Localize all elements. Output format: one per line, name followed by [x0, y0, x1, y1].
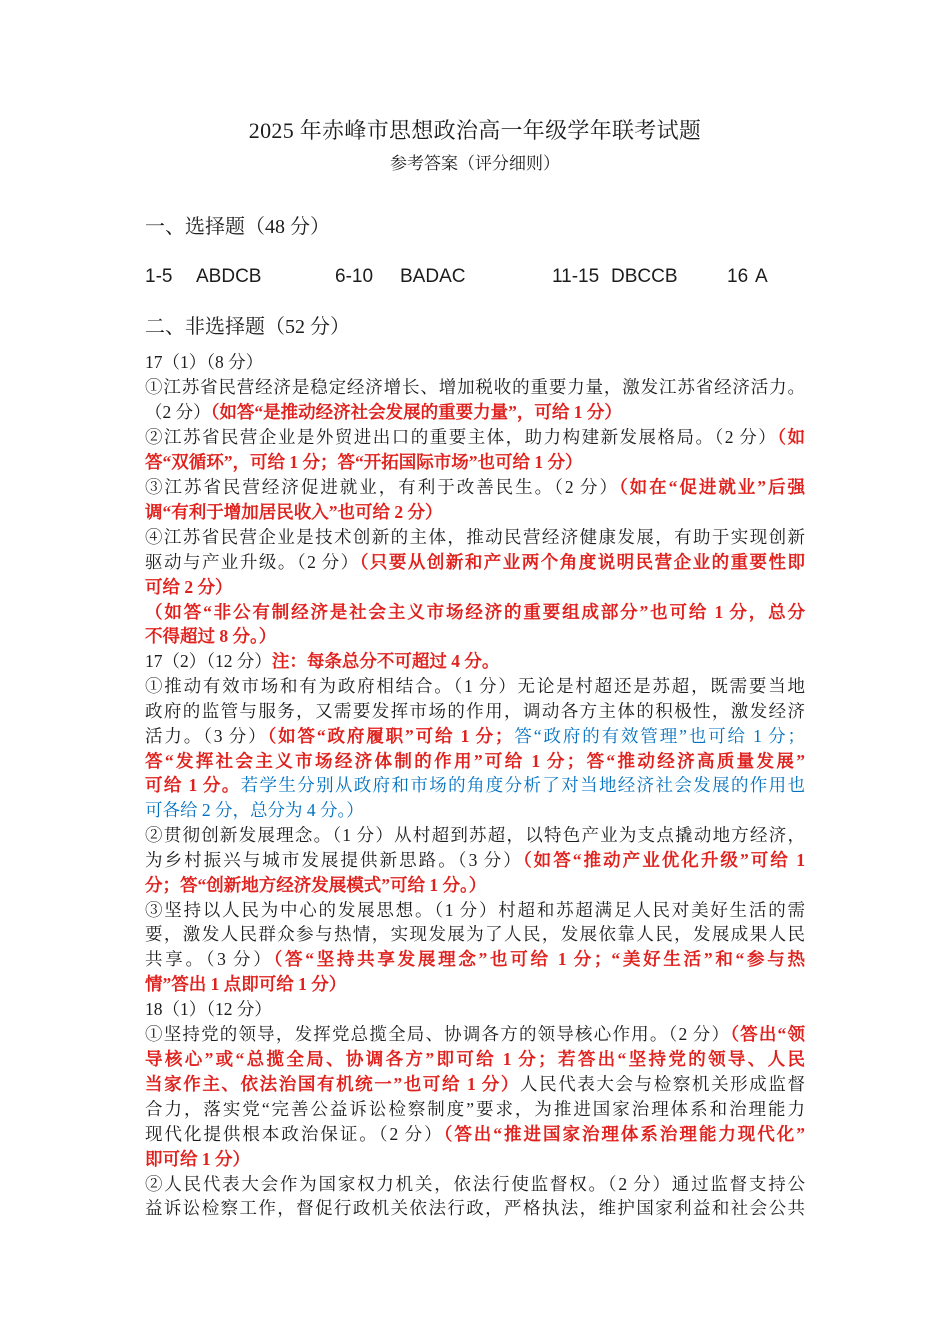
scoring-note: 不得超过 8 分。）: [145, 626, 277, 646]
answer-text: ③坚持以人民为中心的发展思想。（1 分）村超和苏超满足人民对美好生活的需: [145, 900, 805, 920]
scoring-note: 分；答“创新地方经济发展模式”可给 1 分。）: [145, 875, 487, 895]
answer-line: [145, 972, 805, 997]
answer-text: 17（1）（8 分）: [145, 352, 264, 372]
answer-line: [145, 400, 805, 425]
answer-line: [145, 873, 805, 898]
answer-line: [145, 624, 805, 649]
answer-text: 政府的监管与服务，又需要发挥市场的作用，调动各方主体的积极性，激发经济: [145, 701, 805, 721]
scoring-note-alt: 可各给 2 分，总分为 4 分。）: [145, 800, 364, 820]
answer-key: A: [755, 266, 768, 287]
question-label: [145, 997, 805, 1022]
scoring-note: 导核心”或“总揽全局、协调各方”即可给 1 分；若答出“坚持党的领导、人民: [145, 1049, 805, 1069]
section-heading-open: 二、非选择题（52 分）: [145, 316, 350, 338]
answer-text: 活力。（3 分）: [145, 726, 268, 746]
section-heading-choice: 一、选择题（48 分）: [145, 216, 330, 238]
answer-line: [145, 1172, 805, 1197]
scoring-note-alt: 若学生分别从政府和市场的角度分析了对当地经济社会发展的作用也: [240, 775, 806, 795]
answer-text: ①推动有效市场和有为政府相结合。（1 分）无论是村超还是苏超，既需要当地: [145, 676, 805, 696]
answer-line: [145, 823, 805, 848]
answer-line: [145, 848, 805, 873]
answer-text: 人民代表大会与检察机关形成监督: [520, 1074, 805, 1094]
answer-line: [145, 798, 805, 823]
answer-text: 为乡村振兴与城市发展提供新思路。（3 分）: [145, 850, 523, 870]
answer-line: [145, 773, 805, 798]
answer-text: ①坚持党的领导，发挥党总揽全局、协调各方的领导核心作用。（2 分）: [145, 1024, 731, 1044]
answer-text: ③江苏省民营经济促进就业，有利于改善民生。（2 分）: [145, 477, 619, 497]
scoring-note: （如答“推动产业优化升级”可给 1: [522, 850, 806, 870]
answer-key: DBCCB: [611, 266, 678, 287]
scoring-note: 当家作主、依法治国有机统一”也可给 1 分）: [145, 1074, 520, 1094]
answer-line: [145, 525, 805, 550]
answer-text: 要，激发人民群众参与热情，实现发展为了人民，发展依靠人民，发展成果人民: [145, 924, 805, 944]
answer-range: 6-10: [335, 266, 374, 287]
scoring-note: 答“发挥社会主义市场经济体制的作用”可给 1 分；答“推动经济高质量发展”: [145, 751, 805, 771]
answer-range: 16: [727, 266, 749, 287]
answer-text: ④江苏省民营企业是技术创新的主体，推动民营经济健康发展，有助于实现创新: [145, 527, 805, 547]
scoring-note: 可给 2 分）: [145, 577, 233, 597]
scoring-note: （如答“政府履职”可给 1 分；: [267, 726, 513, 746]
answer-line: [145, 1072, 805, 1097]
answer-line: [145, 898, 805, 923]
scoring-note: 情”答出 1 点即可给 1 分）: [145, 974, 347, 994]
answer-line: [145, 1097, 805, 1122]
answer-line: [145, 500, 805, 525]
answer-line: [145, 1022, 805, 1047]
question-label: [145, 649, 805, 674]
answer-line: [145, 475, 805, 500]
answer-line: [145, 947, 805, 972]
answer-key: ABDCB: [196, 266, 262, 287]
scoring-note: （答出“领: [730, 1024, 806, 1044]
answer-line: [145, 1047, 805, 1072]
choice-answers-row: [0, 264, 950, 290]
answer-text: （2 分）: [145, 402, 211, 422]
answer-text: 驱动与产业升级。（2 分）: [145, 552, 360, 572]
answer-text: ②人民代表大会作为国家权力机关，依法行使监督权。（2 分）通过监督支持公: [145, 1174, 805, 1194]
answer-text: 合力，落实党“完善公益诉讼检察制度”要求，为推进国家治理体系和治理能力: [145, 1099, 805, 1119]
answer-text: 益诉讼检察工作，督促行政机关依法行政，严格执法，维护国家利益和社会公共: [145, 1198, 805, 1218]
scoring-note: 答“双循环”，可给 1 分；答“开拓国际市场”也可给 1 分）: [145, 452, 583, 472]
scoring-note: 调“有利于增加居民收入”也可给 2 分）: [145, 502, 443, 522]
answer-line: [145, 1122, 805, 1147]
scoring-note-alt: 答“政府的有效管理”也可给 1 分；: [512, 726, 805, 746]
scoring-note: （答出“推进国家治理体系治理能力现代化”: [443, 1124, 806, 1144]
answer-text: 17（2）（12 分）: [145, 651, 272, 671]
scoring-note: 即可给 1 分）: [145, 1149, 250, 1169]
document-subtitle: 参考答案（评分细则）: [390, 154, 560, 173]
answer-line: [145, 1147, 805, 1172]
answer-line: [145, 1196, 805, 1221]
answer-line: [145, 600, 805, 625]
scoring-note: 可给 1 分。: [145, 775, 241, 795]
answer-line: [145, 550, 805, 575]
answer-line: [145, 450, 805, 475]
answer-text: 18（1）（12 分）: [145, 999, 272, 1019]
scoring-note: （如答“是推动经济社会发展的重要力量”，可给 1 分）: [210, 402, 622, 422]
answer-line: [145, 724, 805, 749]
answer-key: BADAC: [400, 266, 466, 287]
answer-text: ②江苏省民营企业是外贸进出口的重要主体，助力构建新发展格局。（2 分）: [145, 427, 778, 447]
scoring-note: （如在“促进就业”后强: [618, 477, 806, 497]
answer-line: [145, 699, 805, 724]
answer-line: [145, 375, 805, 400]
question-label: [145, 350, 805, 375]
scoring-note: （只要从创新和产业两个角度说明民营企业的重要性即: [359, 552, 806, 572]
scoring-note: （如答“非公有制经济是社会主义市场经济的重要组成部分”也可给 1 分，总分: [145, 602, 805, 622]
answer-text: ②贯彻创新发展理念。（1 分）从村超到苏超，以特色产业为支点撬动地方经济，: [145, 825, 805, 845]
answer-line: [145, 749, 805, 774]
answer-line: [145, 425, 805, 450]
scoring-note: 注：每条总分不可超过 4 分。: [271, 651, 500, 671]
answer-range: 1-5: [145, 266, 173, 287]
answer-text: ①江苏省民营经济是稳定经济增长、增加税收的重要力量，激发江苏省经济活力。: [145, 377, 805, 397]
answer-line: [145, 674, 805, 699]
answer-line: [145, 922, 805, 947]
answer-text: 现代化提供根本政治保证。（2 分）: [145, 1124, 444, 1144]
document-title: 2025 年赤峰市思想政治高一年级学年联考试题: [248, 118, 702, 143]
answer-line: [145, 575, 805, 600]
answer-range: 11-15: [552, 266, 600, 287]
scoring-note: （如: [777, 427, 805, 447]
scoring-note: （答“坚持共享发展理念”也可给 1 分；“美好生活”和“参与热: [273, 949, 805, 969]
answer-text: 共享。（3 分）: [145, 949, 274, 969]
